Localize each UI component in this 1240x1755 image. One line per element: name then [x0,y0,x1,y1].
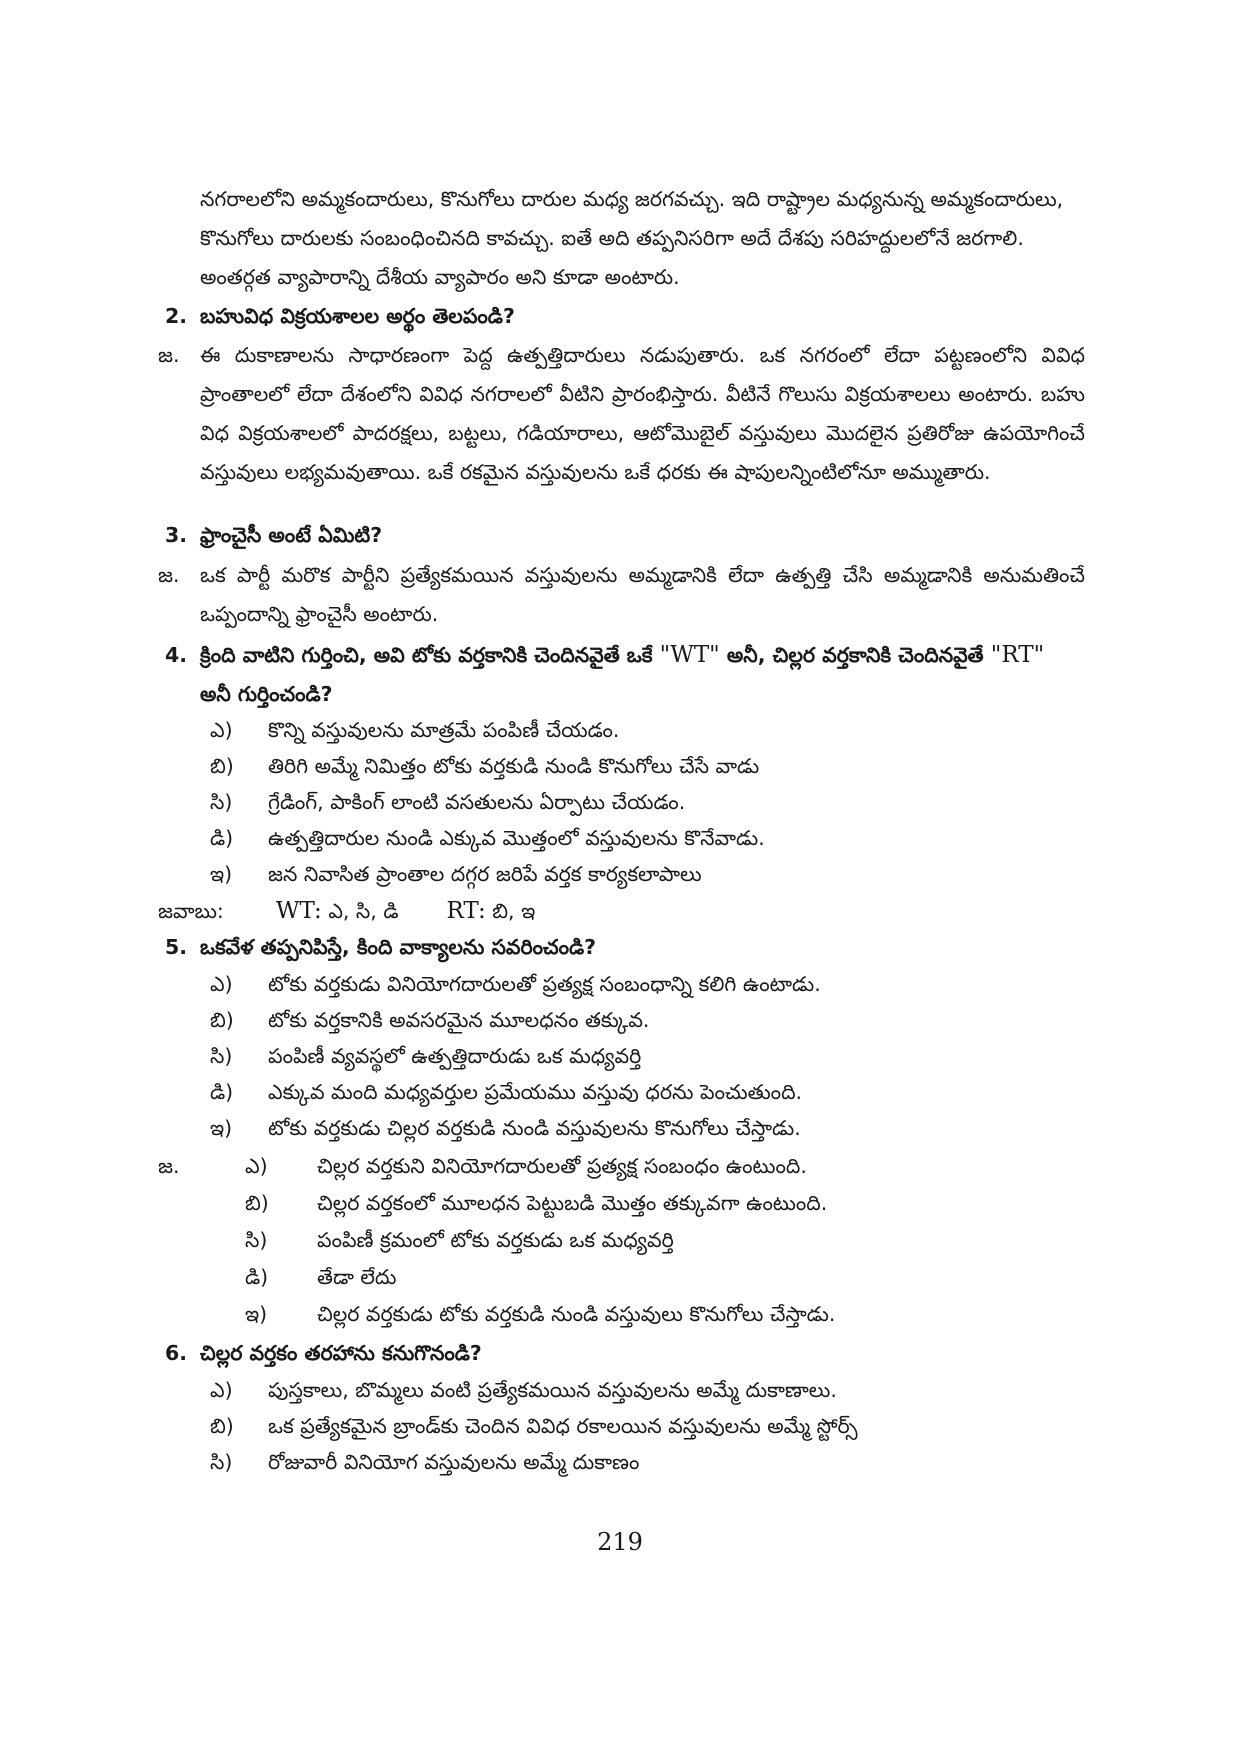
answer-3-text: ఒక పార్టీ మరొక పార్టీని ప్రత్యేకమయిన వస్తువులను అమ్మడానికి లేదా ఉత్పత్తి చేసి అమ్మడానికి అనుమతించే ఒప్పందాన్ని ఫ్రాంచైసీ అంటారు. [200,563,1085,626]
option-label: బి) [210,754,234,778]
question-2 [165,297,1095,336]
option-label: ఎ) [210,718,233,742]
answer-text: చిల్లర వర్తకంలో మూలధన పెట్టుబడి మొత్తం తక్కువగా ఉంటుంది. [317,1191,828,1215]
question-text: ఒకవేళ తప్పనిపిస్తే, కింది వాక్యాలను సవరించండి? [200,935,597,959]
option-label: ఎ) [210,1378,233,1402]
answer-4-line [158,893,535,929]
question-3 [165,516,1095,555]
question-4 [165,636,1095,675]
answer-label: ఎ) [245,1154,268,1178]
option-label: సి) [210,1044,233,1068]
answer-text: చిల్లర వర్తకుని వినియోగదారులతో ప్రత్యక్ష సంబంధం ఉంటుంది. [317,1154,807,1178]
option-label: ఎ) [210,972,233,996]
question-text: ఫ్రాంచైసీ అంటే ఏమిటి? [200,523,383,547]
answer-text: చిల్లర వర్తకుడు టోకు వర్తకుడి నుండి వస్తువులు కొనుగోలు చేస్తాడు. [317,1302,836,1326]
page-number: 219 [597,1528,643,1556]
intro-line: అంతర్గత వ్యాపారాన్ని దేశీయ వ్యాపారం అని కూడా అంటారు. [200,265,680,289]
question-number: 6. [165,1341,188,1365]
answer-label: సి) [245,1228,268,1252]
option-label: సి) [210,1450,233,1474]
question-6 [165,1334,1095,1373]
answer-2-text: ఈ దుకాణాలను సాధారణంగా పెద్ద ఉత్పత్తిదారులు నడుపుతారు. ఒక నగరంలో లేదా పట్టణంలోని వివిధ ప్రాంతాలలో లేదా దేశంలోని వివిధ నగరాలలో వీటిని ప్రారంభిస్తారు. వీటినే గొలుసు విక్రయశాలలు అంటారు. బహు విధ విక్రయశాలలో పాదరక్షలు, బట్టలు, గడియారాలు, ఆటోమొబైల్ వస్తువులు మొదలైన ప్రతిరోజు ఉపయోగించే వస్తువులు లభ్యమవుతాయి. ఒకే రకమైన వస్తువులను ఒకే ధరకు ఈ షాపులన్నింటిలోనూ అమ్ముతారు. [200,343,1085,484]
question-text: అనీ, చిల్లర వర్తకానికి చెందినవైతే [719,643,991,667]
question-4-continued: అనీ గుర్తించండి? [200,682,333,706]
option-text: ఎక్కువ మంది మధ్యవర్తుల ప్రమేయము వస్తువు ధరను పెంచుతుంది. [268,1080,803,1104]
option-text: ఒక ప్రత్యేకమైన బ్రాండ్‌కు చెందిన వివిధ రకాలయిన వస్తువులను అమ్మే స్టోర్స్ [268,1414,858,1438]
option-text: రోజువారీ వినియోగ వస్తువులను అమ్మే దుకాణం [268,1450,640,1474]
question-number: 4. [165,643,188,667]
answer-mark-text: జ. [158,1154,180,1178]
rt-code: "RT" [990,642,1045,668]
intro-line: నగరాలలోని అమ్మకందారులు, కొనుగోలు దారుల మధ్య జరగవచ్చు. ఇది రాష్ట్రాల మధ్యనున్న అమ్మకందారులు, [200,187,1064,211]
answer-mark: జ. [158,563,180,587]
rt-value: బి, ఇ [492,899,536,923]
option-label: డి) [210,826,234,850]
intro-paragraph [200,180,1085,297]
intro-line: కొనుగోలు దారులకు సంబంధించినది కావచ్చు. ఐతే అది తప్పనిసరిగా అదే దేశపు సరిహద్దులలోనే జరగాలి. [200,226,1024,250]
option-label: బి) [210,1414,234,1438]
answer-label: డి) [245,1265,269,1289]
question-number: 3. [165,523,188,547]
option-text: టోకు వర్తకుడు వినియోగదారులతో ప్రత్యక్ష సంబంధాన్ని కలిగి ఉంటాడు. [268,972,821,996]
option-text: పంపిణీ వ్యవస్థలో ఉత్పత్తిదారుడు ఒక మధ్యవర్తి [268,1044,642,1068]
question-text: చిల్లర వర్తకం తరహాను కనుగొనండి? [200,1341,482,1365]
answer-text: తేడా లేదు [317,1265,397,1289]
option-text: తిరిగి అమ్మే నిమిత్తం టోకు వర్తకుడి నుండి కొనుగోలు చేసే వాడు [268,754,760,778]
option-label: సి) [210,790,233,814]
option-text: గ్రేడింగ్, పాకింగ్ లాంటి వసతులను ఏర్పాటు చేయడం. [268,790,686,814]
question-number: 5. [165,935,188,959]
option-label: ఇ) [210,1116,233,1140]
answer-label: బి) [245,1191,269,1215]
rt-label: RT: [446,898,486,924]
option-label: ఇ) [210,862,233,886]
option-label: బి) [210,1008,234,1032]
option-text: జన నివాసిత ప్రాంతాల దగ్గర జరిపే వర్తక కార్యకలాపాలు [268,862,702,886]
question-number: 2. [165,304,188,328]
answer-label: జవాబు: [158,899,224,923]
option-text: పుస్తకాలు, బొమ్మలు వంటి ప్రత్యేకమయిన వస్తువులను అమ్మే దుకాణాలు. [268,1378,837,1402]
question-text: బహువిధ విక్రయశాలల అర్థం తెలపండి? [200,304,515,328]
option-text: కొన్ని వస్తువులను మాత్రమే పంపిణీ చేయడం. [268,718,620,742]
answer-text: పంపిణీ క్రమంలో టోకు వర్తకుడు ఒక మధ్యవర్తి [317,1228,674,1252]
option-text: ఉత్పత్తిదారుల నుండి ఎక్కువ మొత్తంలో వస్తువులను కొనేవాడు. [268,826,765,850]
wt-label: WT: [275,898,322,924]
answer-label: ఇ) [245,1302,268,1326]
option-text: టోకు వర్తకుడు చిల్లర వర్తకుడి నుండి వస్తువులను కొనుగోలు చేస్తాడు. [268,1116,801,1140]
option-text: టోకు వర్తకానికి అవసరమైన మూలధనం తక్కువ. [268,1008,650,1032]
option-label: డి) [210,1080,234,1104]
question-text: క్రింది వాటిని గుర్తించి, అవి టోకు వర్తకానికి చెందినవైతే ఒకే [200,643,660,667]
question-5 [165,928,1095,967]
wt-value: ఎ, సి, డి [328,899,399,923]
answer-mark: జ. [158,343,180,367]
wt-code: "WT" [659,642,720,668]
